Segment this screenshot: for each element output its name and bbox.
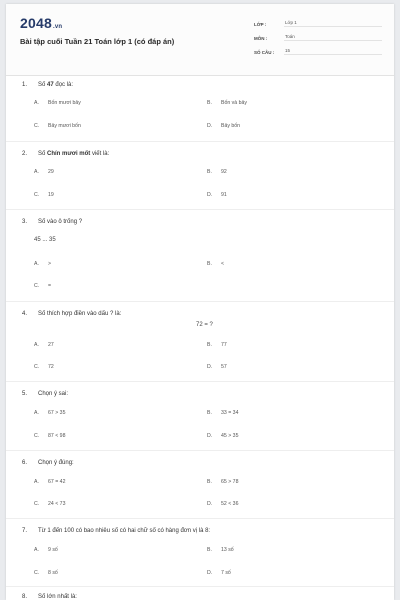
answer-option[interactable] bbox=[207, 100, 247, 106]
option-letter: B. bbox=[207, 547, 212, 553]
question-divider bbox=[6, 381, 394, 382]
option-text: 72 bbox=[48, 364, 54, 370]
option-letter: D. bbox=[207, 364, 213, 370]
answer-option[interactable] bbox=[207, 169, 227, 175]
answer-option[interactable] bbox=[34, 342, 54, 348]
option-letter: C. bbox=[34, 433, 40, 439]
option-text: 33 = 34 bbox=[221, 410, 239, 416]
meta-key: LỚP : bbox=[254, 22, 267, 27]
option-letter: A. bbox=[34, 479, 39, 485]
question-divider bbox=[6, 586, 394, 587]
question-7 bbox=[22, 528, 210, 534]
option-text: 8 số bbox=[48, 570, 58, 576]
meta-row-count bbox=[254, 44, 382, 55]
meta-row-subject bbox=[254, 30, 382, 41]
option-letter: B. bbox=[207, 342, 212, 348]
option-letter: B. bbox=[207, 169, 212, 175]
option-letter: C. bbox=[34, 192, 40, 198]
question-number: 5. bbox=[22, 391, 28, 397]
answer-option[interactable] bbox=[34, 479, 65, 485]
option-text: Bảy mươi bốn bbox=[48, 123, 81, 129]
answer-option[interactable] bbox=[34, 364, 54, 370]
question-number: 7. bbox=[22, 528, 28, 534]
answer-option[interactable] bbox=[207, 479, 238, 485]
option-letter: C. bbox=[34, 364, 40, 370]
question-number: 6. bbox=[22, 460, 28, 466]
question-text-bold: 47 bbox=[47, 82, 54, 88]
question-text-pre: Số lớn nhất là: bbox=[38, 594, 77, 600]
option-letter: C. bbox=[34, 123, 40, 129]
option-text: = bbox=[48, 283, 52, 289]
option-letter: C. bbox=[34, 570, 40, 576]
option-text: 52 < 36 bbox=[221, 501, 239, 507]
question-divider bbox=[6, 209, 394, 210]
option-text: 24 < 73 bbox=[48, 501, 66, 507]
option-letter: A. bbox=[34, 410, 39, 416]
question-text bbox=[38, 151, 109, 157]
option-letter: B. bbox=[207, 261, 212, 267]
option-text: 67 > 35 bbox=[48, 410, 66, 416]
answer-option[interactable] bbox=[34, 192, 54, 198]
option-text: 9 số bbox=[48, 547, 58, 553]
option-letter: A. bbox=[34, 169, 39, 175]
answer-option[interactable] bbox=[34, 169, 54, 175]
answer-option[interactable] bbox=[34, 501, 65, 507]
question-text-pre: Số vào ô trống ? bbox=[38, 219, 83, 225]
option-text: 67 = 42 bbox=[48, 479, 66, 485]
question-expression: 45 ... 35 bbox=[34, 237, 56, 243]
answer-option[interactable] bbox=[34, 410, 65, 416]
question-6 bbox=[22, 460, 74, 466]
answer-option[interactable] bbox=[207, 570, 231, 576]
answer-option[interactable] bbox=[207, 192, 227, 198]
question-text bbox=[38, 391, 68, 397]
question-text-pre: Từ 1 đến 100 có bao nhiêu số có hai chữ số có hàng đơn vị là 8: bbox=[38, 528, 211, 534]
question-number: 3. bbox=[22, 219, 28, 225]
option-letter: C. bbox=[34, 283, 40, 289]
answer-option[interactable] bbox=[34, 570, 58, 576]
question-1 bbox=[22, 82, 73, 88]
option-text: > bbox=[48, 261, 52, 267]
question-divider bbox=[6, 518, 394, 519]
option-text: 7 số bbox=[221, 570, 231, 576]
question-text-pre: Số bbox=[38, 151, 48, 157]
option-letter: A. bbox=[34, 261, 39, 267]
option-letter: B. bbox=[207, 479, 212, 485]
question-divider bbox=[6, 450, 394, 451]
option-text: 29 bbox=[48, 169, 54, 175]
option-letter: C. bbox=[34, 501, 40, 507]
question-number: 2. bbox=[22, 151, 28, 157]
answer-option[interactable] bbox=[34, 547, 58, 553]
option-letter: D. bbox=[207, 570, 213, 576]
option-letter: B. bbox=[207, 410, 212, 416]
question-8 bbox=[22, 594, 77, 600]
answer-option[interactable] bbox=[207, 364, 227, 370]
option-text: 27 bbox=[48, 342, 54, 348]
question-text-pre: Chọn ý sai: bbox=[38, 391, 69, 397]
option-text: 45 > 35 bbox=[221, 433, 239, 439]
meta-row-class bbox=[254, 16, 382, 27]
option-text: 57 bbox=[221, 364, 227, 370]
question-text bbox=[38, 219, 82, 225]
option-text: 19 bbox=[48, 192, 54, 198]
option-text: 77 bbox=[221, 342, 227, 348]
option-letter: A. bbox=[34, 100, 39, 106]
answer-option[interactable] bbox=[207, 547, 234, 553]
option-text: Bảy bốn bbox=[221, 123, 241, 129]
question-4 bbox=[22, 311, 121, 317]
answer-option[interactable] bbox=[34, 433, 65, 439]
question-text-bold: Chín mươi mốt bbox=[47, 151, 91, 157]
answer-option[interactable] bbox=[207, 123, 240, 129]
meta-value: 15 bbox=[284, 48, 382, 55]
meta-key: MÔN : bbox=[254, 36, 268, 41]
question-number: 4. bbox=[22, 311, 28, 317]
question-text bbox=[38, 311, 121, 317]
option-letter: B. bbox=[207, 100, 212, 106]
meta-key: SỐ CÂU : bbox=[254, 50, 275, 55]
question-text-pre: Chọn ý đúng: bbox=[38, 460, 74, 466]
option-letter: D. bbox=[207, 192, 213, 198]
question-text bbox=[38, 82, 73, 88]
answer-option[interactable] bbox=[207, 410, 238, 416]
answer-option[interactable] bbox=[34, 100, 81, 106]
answer-option[interactable] bbox=[34, 261, 51, 267]
question-5 bbox=[22, 391, 68, 397]
option-letter: A. bbox=[34, 547, 39, 553]
worksheet-header bbox=[6, 4, 394, 76]
option-letter: D. bbox=[207, 123, 213, 129]
question-text-post: đọc là: bbox=[53, 82, 74, 88]
question-text-post: viết là: bbox=[90, 151, 110, 157]
meta-value: Lớp 1 bbox=[284, 20, 382, 27]
answer-option[interactable] bbox=[207, 501, 238, 507]
question-text bbox=[38, 460, 74, 466]
question-2 bbox=[22, 151, 109, 157]
answer-option[interactable] bbox=[34, 123, 81, 129]
question-divider bbox=[6, 141, 394, 142]
question-text-pre: Số thích hợp điền vào dấu ? là: bbox=[38, 311, 122, 317]
option-text: Bốn mươi bảy bbox=[48, 100, 81, 106]
question-text bbox=[38, 528, 210, 534]
option-text: 87 < 98 bbox=[48, 433, 66, 439]
meta-info bbox=[254, 16, 382, 58]
answer-option[interactable] bbox=[207, 433, 238, 439]
question-expression: 72 = ? bbox=[196, 322, 213, 328]
option-text: 13 số bbox=[221, 547, 234, 553]
logo-text: 2048 bbox=[20, 15, 52, 31]
option-text: 92 bbox=[221, 169, 227, 175]
option-letter: A. bbox=[34, 342, 39, 348]
question-divider bbox=[6, 301, 394, 302]
option-letter: D. bbox=[207, 433, 213, 439]
worksheet bbox=[6, 4, 394, 600]
question-3 bbox=[22, 219, 82, 225]
answer-option[interactable] bbox=[34, 283, 51, 289]
option-text: Bốn và bảy bbox=[221, 100, 247, 106]
page-title: Bài tập cuối Tuần 21 Toán lớp 1 (có đáp án) bbox=[20, 37, 175, 46]
option-letter: D. bbox=[207, 501, 213, 507]
logo-suffix: .vn bbox=[52, 24, 63, 30]
question-number: 8. bbox=[22, 594, 28, 600]
option-text: 65 > 78 bbox=[221, 479, 239, 485]
answer-option[interactable] bbox=[207, 261, 224, 267]
question-number: 1. bbox=[22, 82, 28, 88]
logo[interactable] bbox=[20, 15, 62, 31]
question-text-pre: Số bbox=[38, 82, 48, 88]
option-text: < bbox=[221, 261, 225, 267]
option-text: 91 bbox=[221, 192, 227, 198]
meta-value: Toán bbox=[284, 34, 382, 41]
answer-option[interactable] bbox=[207, 342, 227, 348]
question-text bbox=[38, 594, 77, 600]
